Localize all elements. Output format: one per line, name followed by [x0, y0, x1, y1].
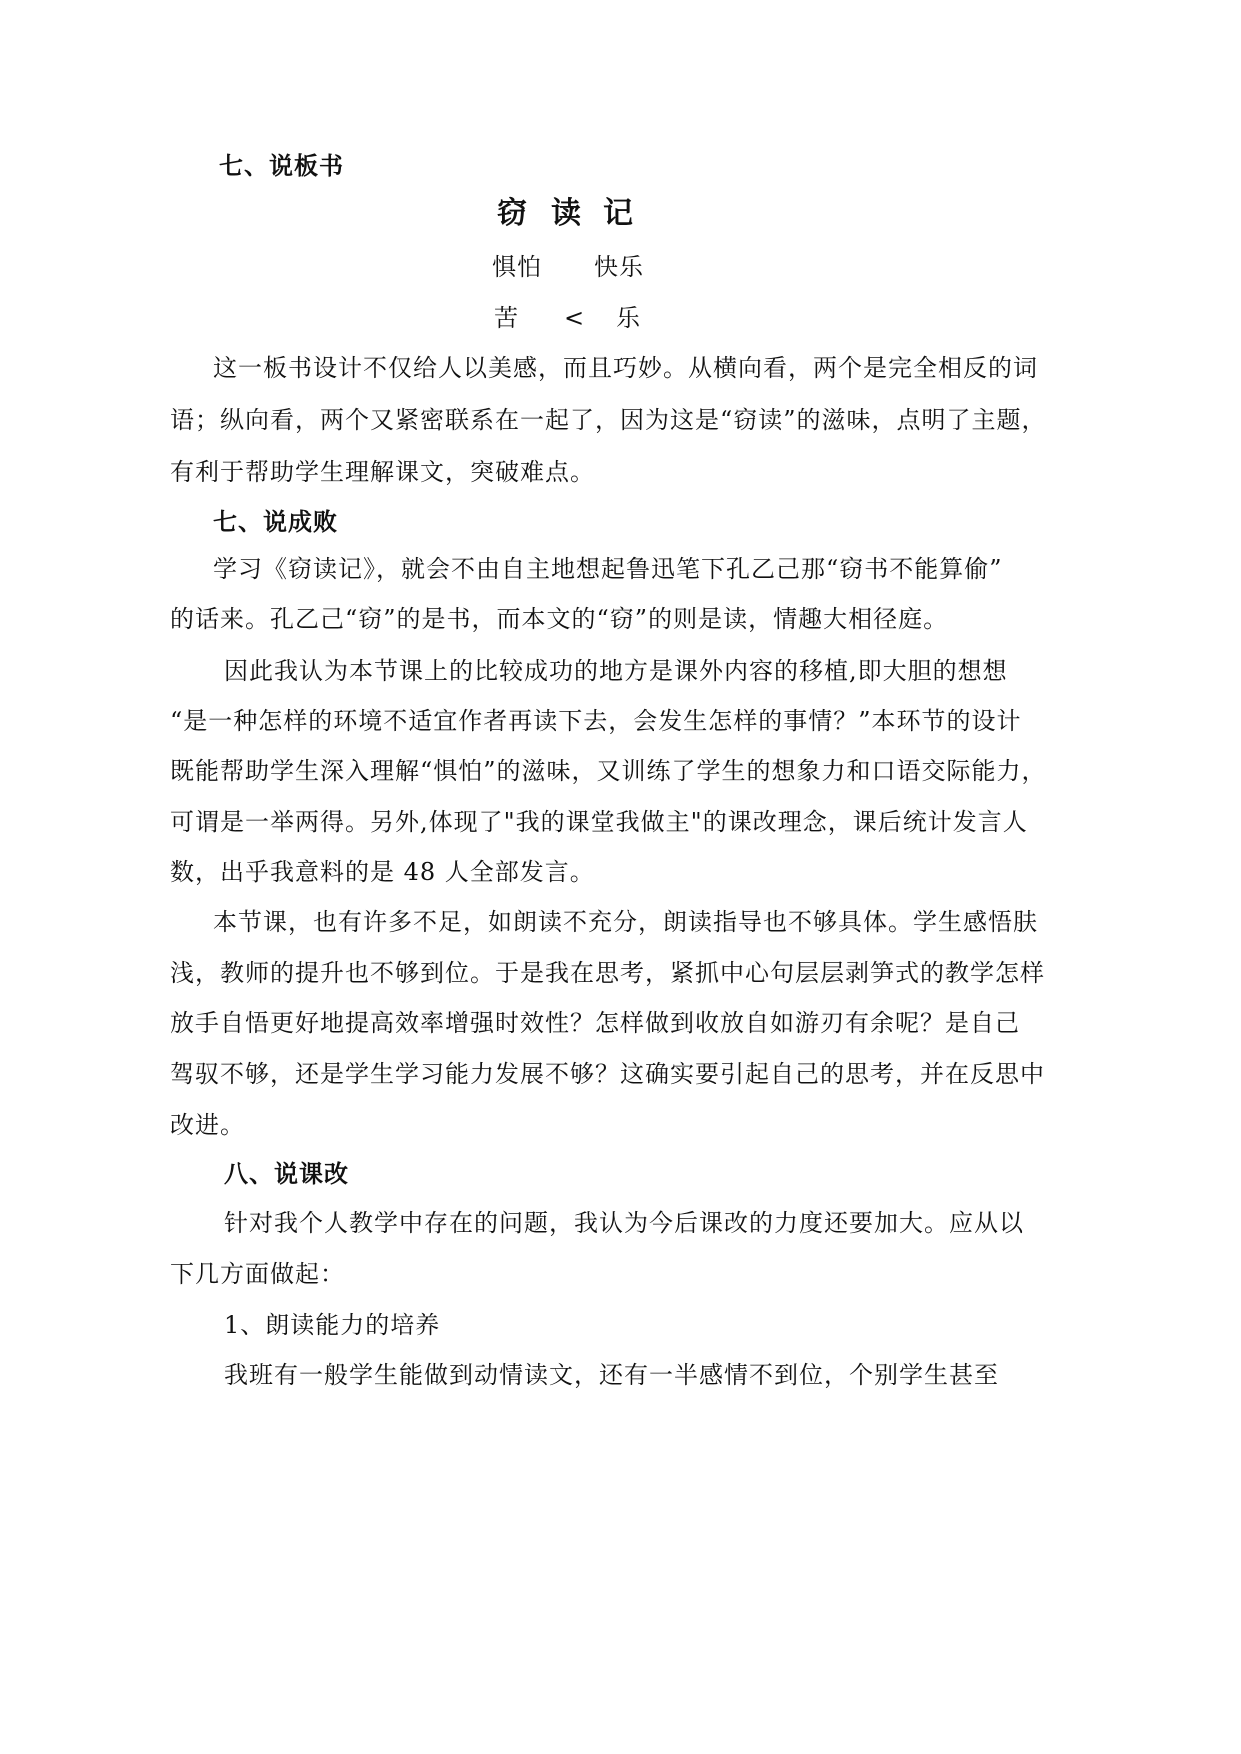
paragraph-line: 既能帮助学生深入理解“惧怕”的滋味，又训练了学生的想象力和口语交际能力， — [170, 757, 1047, 785]
section-heading-success-failure: 七、说成败 — [213, 508, 338, 536]
board-word-happy: 乐 — [616, 304, 641, 332]
board-word-bitter: 苦 — [494, 304, 519, 332]
paragraph-line: 有利于帮助学生理解课文，突破难点。 — [170, 458, 595, 486]
board-title-char-3: 记 — [603, 196, 633, 231]
paragraph-line: “是一种怎样的环境不适宜作者再读下去，会发生怎样的事情？”本环节的设计 — [170, 707, 1022, 735]
paragraph-line: 的话来。孔乙己“窃”的是书，而本文的“窃”的则是读，情趣大相径庭。 — [170, 605, 949, 633]
paragraph-line: 数，出乎我意料的是 48 人全部发言。 — [170, 858, 595, 886]
section-heading-reform: 八、说课改 — [224, 1160, 349, 1188]
board-symbol-less-than: < — [564, 304, 586, 332]
board-title-char-2: 读 — [551, 196, 581, 231]
paragraph-line: 改进。 — [170, 1111, 245, 1139]
paragraph-line: 因此我认为本节课上的比较成功的地方是课外内容的移植,即大胆的想想 — [224, 657, 1008, 685]
board-word-fear: 惧怕 — [492, 253, 542, 281]
paragraph-line: 放手自悟更好地提高效率增强时效性？怎样做到收放自如游刃有余呢？是自己 — [170, 1009, 1020, 1037]
board-title-char-1: 窃 — [497, 196, 527, 231]
list-item-reading: 1、朗读能力的培养 — [224, 1311, 441, 1339]
paragraph-line: 可谓是一举两得。另外,体现了"我的课堂我做主"的课改理念，课后统计发言人 — [170, 808, 1028, 836]
paragraph-line: 本节课，也有许多不足，如朗读不充分，朗读指导也不够具体。学生感悟肤 — [213, 908, 1038, 936]
paragraph-line: 语；纵向看，两个又紧密联系在一起了，因为这是“窃读”的滋味，点明了主题， — [170, 406, 1047, 434]
paragraph-line: 针对我个人教学中存在的问题，我认为今后课改的力度还要加大。应从以 — [224, 1209, 1024, 1237]
paragraph-line: 这一板书设计不仅给人以美感，而且巧妙。从横向看，两个是完全相反的词 — [213, 354, 1038, 382]
paragraph-line: 学习《窃读记》，就会不由自主地想起鲁迅笔下孔乙己那“窃书不能算偷” — [213, 555, 1003, 583]
board-title — [0, 198, 1241, 238]
paragraph-line: 我班有一般学生能做到动情读文，还有一半感情不到位，个别学生甚至 — [224, 1361, 999, 1389]
paragraph-line: 浅，教师的提升也不够到位。于是我在思考，紧抓中心句层层剥笋式的教学怎样 — [170, 959, 1045, 987]
paragraph-line: 下几方面做起： — [170, 1260, 345, 1288]
section-heading-board: 七、说板书 — [219, 152, 344, 180]
paragraph-line: 驾驭不够，还是学生学习能力发展不够？这确实要引起自己的思考，并在反思中 — [170, 1060, 1045, 1088]
board-word-joy: 快乐 — [594, 253, 644, 281]
